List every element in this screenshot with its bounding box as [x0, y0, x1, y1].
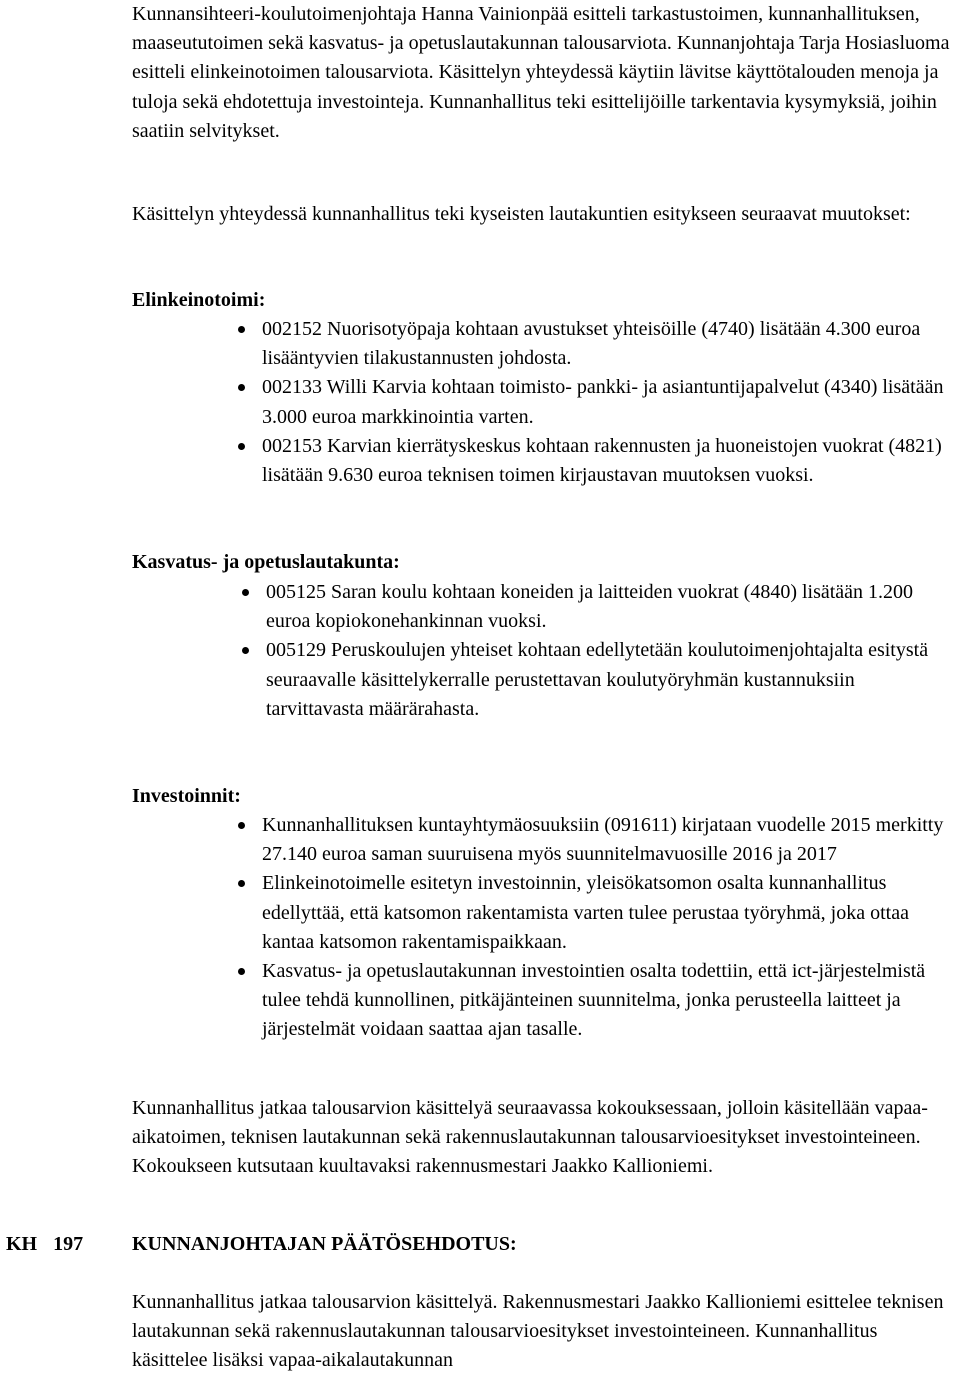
kasvatus-list [266, 578, 936, 724]
list-item: Kunnanhallituksen kuntayhtymäosuuksiin (091611) kirjataan vuodelle 2015 merkitty 27.140 euroa saman suuruisena myös suunnitelmavuosille 2016 ja 2017 [262, 811, 956, 869]
list-item: 005129 Peruskoulujen yhteiset kohtaan edellytetään koulutoimenjohtajalta esitystä seuraavalle käsittelykerralle perustettavan koulutyöryhmän kustannuksiin tarvittavasta määrärahasta. [266, 636, 936, 724]
list-item: 002133 Willi Karvia kohtaan toimisto- pankki- ja asiantuntijapalvelut (4340) lisätään 3.000 euroa markkinointia varten. [262, 373, 956, 431]
investoinnit-list [262, 811, 956, 1045]
list-item: 002152 Nuorisotyöpaja kohtaan avustukset yhteisöille (4740) lisätään 4.300 euroa lisääntyvien tilakustannusten johdosta. [262, 315, 956, 373]
proposal-title: KUNNANJOHTAJAN PÄÄTÖSEHDOTUS: [132, 1233, 517, 1255]
bullet-icon [238, 443, 245, 450]
closing-paragraph: Kunnanhallitus jatkaa talousarvion käsittelyä seuraavassa kokouksessaan, jolloin käsitellään vapaa-aikatoimen, teknisen lautakunnan sekä rakennuslautakunnan talousarvioesitykset investointeineen. Kokoukseen kutsutaan kuultavaksi rakennusmestari Jaakko Kallioniemi. [132, 1097, 928, 1178]
bullet-icon [242, 589, 249, 596]
changes-paragraph: Käsittelyn yhteydessä kunnanhallitus teki kyseisten lautakuntien esitykseen seuraavat muutokset: [132, 203, 911, 225]
kh-section-marker [6, 1230, 83, 1259]
list-item: Elinkeinotoimelle esitetyn investoinnin, yleisökatsomon osalta kunnanhallitus edellyttää, että katsomon rakentamista varten tulee perustaa työryhmä, joka ottaa kantaa katsomon rakentamispaikkaan. [262, 869, 956, 957]
intro-paragraph: Kunnansihteeri-koulutoimenjohtaja Hanna Vainionpää esitteli tarkastustoimen, kunnanhallituksen, maaseututoimen sekä kasvatus- ja opetuslautakunnan talousarviota. Kunnanjohtaja Tarja Hosiasluoma esitteli elinkeinotoimen talousarviota. Käsittelyn yhteydessä käytiin lävitse käyttötalouden menoja ja tuloja sekä ehdotettuja investointeja. Kunnanhallitus teki esittelijöille tarkentavia kysymyksiä, joihin saatiin selvitykset. [132, 3, 950, 142]
bullet-icon [238, 326, 245, 333]
proposal-paragraph: Kunnanhallitus jatkaa talousarvion käsittelyä. Rakennusmestari Jaakko Kallioniemi esittelee teknisen lautakunnan sekä rakennuslautakunnan talousarvioesitykset investointeineen. Kunnanhallitus käsittelee lisäksi vapaa-aikalautakunnan [132, 1291, 944, 1372]
list-item: Kasvatus- ja opetuslautakunnan investointien osalta todettiin, että ict-järjestelmistä tulee tehdä kunnollinen, pitkäjänteinen suunnitelma, jonka perusteella laitteet ja järjestelmät voidaan saattaa ajan tasalle. [262, 957, 956, 1045]
elinkeinotoimi-list [262, 315, 956, 490]
bullet-icon [242, 647, 249, 654]
section-heading-kasvatus: Kasvatus- ja opetuslautakunta: [132, 551, 400, 573]
list-item: 002153 Karvian kierrätyskeskus kohtaan rakennusten ja huoneistojen vuokrat (4821) lisätään 9.630 euroa teknisen toimen kirjaustavan muutoksen vuoksi. [262, 432, 956, 490]
bullet-icon [238, 968, 245, 975]
bullet-icon [238, 384, 245, 391]
list-item: 005125 Saran koulu kohtaan koneiden ja laitteiden vuokrat (4840) lisätään 1.200 euroa kopiokonehankinnan vuoksi. [266, 578, 936, 636]
bullet-icon [238, 880, 245, 887]
bullet-icon [238, 822, 245, 829]
kh-number: 197 [53, 1233, 84, 1255]
kh-label: KH [6, 1233, 38, 1255]
section-heading-investoinnit: Investoinnit: [132, 785, 241, 807]
section-heading-elinkeinotoimi: Elinkeinotoimi: [132, 289, 266, 311]
